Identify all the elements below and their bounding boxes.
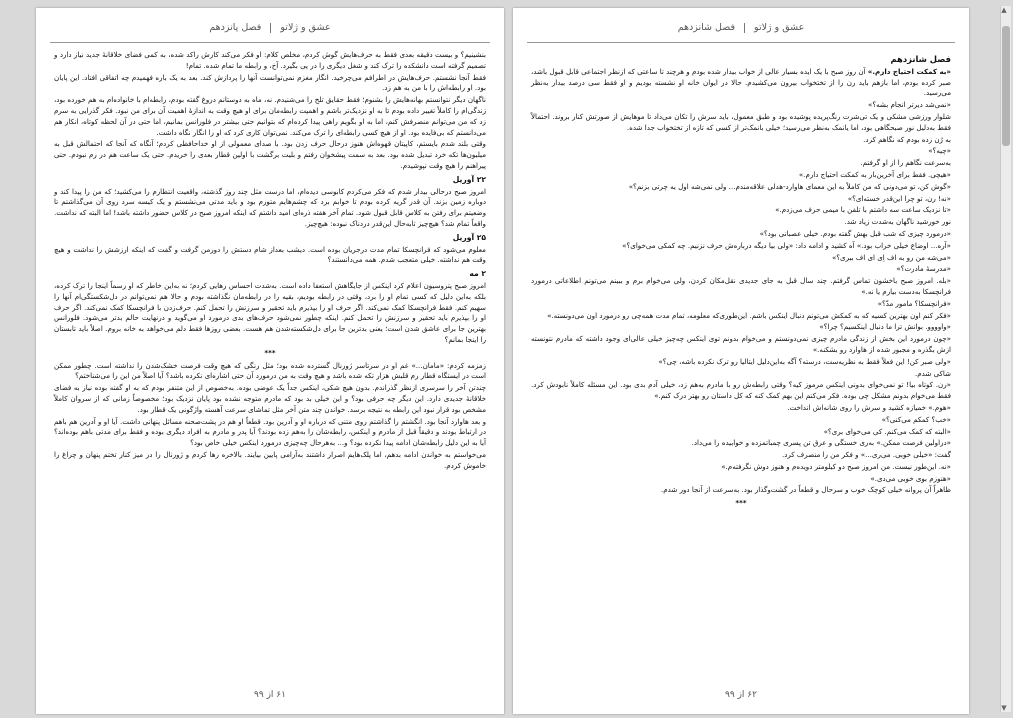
- dialogue-line: «نمی‌شد دیرتر انجام بشه؟»: [868, 100, 951, 110]
- header-chapter-title: فصل پانزدهم: [209, 22, 262, 33]
- dialogue-line: «دراولین فرصت ممکن.» به‌ری خستگی و عرق تن پسری چمباتمزده و خوابیده را می‌داد.: [691, 438, 951, 448]
- paragraph: و بعد هاوارد آنجا بود. انگشتم را گذاشتم روی متنی که درباره او و آدرین بود. قطعاً او هم در پشت‌صحنه مسائل پنهانی داشت. آیا او و آدرین هم باهم در ارتباط بودند و دقیقاً قبل از مادرم و اینکس، رابطه‌شان را به‌هم زده بودند؟ آیا پدر و مادرم به افراد دیگری بوده و فقط برای مدتی باهم بوده‌اند؟ آیا به این دلیل رابطه‌شان ادامه پیدا نکرده بود؟ و... به‌هرحال چه‌چیزی درمورد اینکس خیلی خاص بود؟: [54, 416, 486, 448]
- date-heading: ۲۲ آوریل: [452, 174, 486, 184]
- lead-bold: «به کمکت احتیاج دارم.»: [867, 66, 951, 76]
- header-chapter-title: فصل شانزدهم: [677, 22, 735, 33]
- dialogue-line: به‌سرعت نگاهم را از او گرفتم.: [860, 158, 951, 168]
- dialogue-line: «چون درمورد این بخش از زندگی مادرم چیزی نمی‌دونستم و می‌خوام بدونم توی اینکس چه‌چیز خیلی عالی‌ای وجود داشته که مادرم نتونسته ازش بگذره و مجبور شده از هاوارد رو بشکنه.»: [531, 334, 951, 354]
- dialogue-line: «درمورد چیزی که شب قبل بهش گفته بودم. خیلی عصبانی بود؟»: [759, 228, 951, 238]
- header-rule: [527, 42, 955, 43]
- dialogue-line: نور خورشید ناگهان به‌شدت زیاد شد.: [844, 217, 951, 227]
- lead-paragraph: [531, 67, 951, 99]
- dialogue-line: «نه! رن، تو چرا این‌قدر خسته‌ای؟»: [847, 193, 951, 203]
- paragraph: امروز صبح درحالی بیدار شدم که فکر می‌کردم کابوسی دیده‌ام، اما درست مثل چند روز گذشته، واقعیت انتظارم را می‌کشید؛ که من را پیدا کند و دوباره زمین بزند. آن قدر گریه کرده بودم تا خوابم برد که چشم‌هایم متورم بود و باید مدتی می‌نشستم و یک کیسه سرد روی آن می‌گذاشتم تا وضعیتم برای رفتن به کلاس قابل قبول شود. تمام آخر هفته ذره‌ای امید داشتم که اینکه امروز صبح در کلاس حضور داشته باشد! اما البته که نداشت. واقعاً تمام شد؟ هیچ‌چیز تابه‌حال این‌قدر دردناک نبوده: هیچ‌چیز.: [54, 186, 486, 228]
- paragraph: امروز صبح پتروسیون اعلام کرد اینکس از جایگاهش استعفا داده است. به‌شدت احساس رهایی کردم؛ نه به‌این خاطر که او رسماً اینجا را ترک کرده، بلکه به‌این دلیل که کسی تمام او را برد، وقتی در رابطه بودیم، بقیه را در رابطه‌مان نگذاشته بودم و حالا هم نمی‌توانم در دل‌شکستگی‌ام آنها را سهیم کنم. فقط فرانچسکا کمک نمی‌کند. اگر حرف او را بپذیرم باید تحقیر و سرزنش را تحمل کنم. حرف‌زدن با فرانچسکا کمک نمی‌کند. اگر حرف او را بپذیرم باید تحقیر و سرزنش را تحمل کنم. اینکه چطور نمی‌شود حرف‌های بدی درمورد او می‌گوید و درنهایت حالم بدتر می‌شود. فلورانس بهترین جا برای عاشق شدن است؛ یعنی بدترین جا برای دل‌شکسته‌شدن هم هست. بعضی روزها فقط دلم می‌خواهد به خانه بروم. اصلاً باید تابستان را اینجا بمانم؟: [54, 280, 486, 344]
- header-book-title: عشق و ژلاتو: [280, 22, 331, 33]
- section-break: ***: [735, 498, 747, 508]
- dialogue-line: «هیچی. فقط برای آخرین‌بار به کمکت احتیاج دارم.»: [798, 169, 951, 179]
- dialogue-line: شاکی شدم.: [915, 368, 951, 378]
- header-rule: [50, 42, 490, 43]
- header-separator: [744, 23, 745, 33]
- dialogue-line: «تا نزدیک ساعت سه داشتم با تلفن با میمی حرف می‌زدم.»: [775, 205, 951, 215]
- page-header: [513, 22, 969, 33]
- lead-text: آن روز صبح با یک ایده بسیار عالی از خواب بیدار شده بودم و هرچند تا ساعتی که ازنظر اجتماعی قابل قبول باشد، صبر کرده بودم، اما بازهم باید رن را از تختخواب بیرون می‌کشیدم. حالا در ایوان خانه او نشسته بودیم و او فقط سی درصد بیدار به‌نظر می‌رسید.: [531, 66, 951, 98]
- chapter-title: فصل شانزدهم: [890, 54, 951, 64]
- paragraph: زمزمه کردم: «مامان...» غم او در سرتاسر ژورنال گسترده شده بود؛ مثل رنگی که هیچ وقت فرصت خشک‌شدن را نداشته است. چطور ممکن است در ایستگاه قطار رم قلبش هزار تکه شده باشد و هیچ وقت به من درمورد آن حتی اشاره‌ای نکرده باشد؟ آیا اصلاً من این را می‌شناختم؟: [54, 360, 486, 381]
- scroll-up-icon[interactable]: ▲: [1001, 6, 1007, 14]
- document-page-left: [36, 8, 504, 714]
- paragraph: می‌خواستم به خواندن ادامه بدهم، اما پلک‌هایم اصرار داشتند به‌آرامی پایین بیایند. بالاخره رها کردم و ژورنال را در میز کنار تختم پنهان و چراغ را خاموش کردم.: [54, 449, 486, 470]
- page-body: [54, 50, 486, 674]
- date-heading: ۲ مه: [469, 269, 486, 279]
- dialogue-line: شلوار ورزشی مشکی و یک تی‌شرت رنگ‌پریده پوشیده بود و طبق معمول، باید سرش را تکان می‌داد تا موهایش از صورتش کنار بروند. احتمالاً فقط به‌دلیل نور صبحگاهی بود، اما یانمک به‌نظر می‌رسید؛ خیلی بانمک‌تر از کسی که تازه از تختخواب جدا شده.: [531, 111, 951, 132]
- vertical-scrollbar[interactable]: [1000, 6, 1011, 712]
- dialogue-line: «واوووو. بوانش ترا ما دنبال اینکسیم؟ چرا؟»: [819, 322, 951, 332]
- dialogue-line: «خب؟ کمکم می‌کنی؟»: [881, 414, 951, 424]
- dialogue-line: «البته که کمک می‌کنم. کی می‌خوای بری؟»: [823, 426, 951, 436]
- document-page-right: [513, 8, 969, 714]
- paragraph: وقتی بلند شدم بایستم، کاپیتان قهوه‌اش هنوز درحال حرف زدن بود. با صدای معمولی از او خداحافظی کردم؛ آنگاه که آنجا که احتمالش قبل به میلیون‌ها تکه خرد تبدیل شده بود. بعد به سمت پیشخوان رفتم و بلیت برگشت با اولین قطار بعدی را خریدم. حتی یک ساعت هم در رم نبودم. حتی پیراهنم را هیچ وقت نپوشیدم.: [54, 139, 486, 170]
- scroll-down-icon[interactable]: ▼: [1001, 704, 1007, 712]
- dialogue-line: «می‌شه من رو به اف اِی ای اف ببری؟»: [831, 252, 951, 262]
- dialogue-line: «فکر کنم اون بهترین کسیه که به کمکش می‌تونم دنبال اینکس باشم. این‌طوری‌که معلومه، تمام مدت همه‌چی رو درمورد اون می‌دونسته.»: [547, 310, 951, 320]
- dialogue-line: «هنوزم بوی خوبی می‌دی.»: [870, 473, 951, 483]
- dialogue-line: «چیه؟»: [928, 146, 951, 156]
- paragraph: ناگهان دیگر نتوانستم بهانه‌هایش را بشنوم؛ فقط حقایق تلخ را می‌شنیدم. نه، ماه به دوستانم دروغ گفته بودم، رابطه‌ام با خانواده‌ام به هم خورده بود، زندگی‌ام را کاملاً تغییر داده بودم تا به او نزدیک‌تر باشم و اهمیت رابطه‌مان برای او هیچ وقت به اندازهٔ اهمیت آن برای من نبود. فکر گذرایی به سرم زد که من می‌توانم منصرفش کنم، اما به او بگویم راهی پیدا کرده‌ام که بتوانیم حتی بیشتر در فلورانس بمانیم، اما حتی در آن لحظه کوتاه، انکار هم می‌دانستم که بی‌فایده بود. او از هیچ کسی رابطه‌ای را ترک می‌کند. نمی‌توان کاری کرد که او را انگار نگاه داشت.: [54, 95, 486, 137]
- scrollbar-thumb[interactable]: [1002, 26, 1010, 146]
- dialogue-line: «نه. این‌طور نیست. من امروز صبح دو کیلومتر دویده‌م و هنوز دوش نگرفته‌م.»: [721, 461, 951, 471]
- dialogue-line: «آره... اوضاع خیلی خراب بود.» آه کشید و ادامه داد: «ولی بیا دیگه درباره‌ش حرف نزنیم. چه کمکی می‌خوای؟»: [622, 240, 951, 250]
- dialogue-line: گفت: «خیلی خوبی. می‌ری...» و فکر من را منصرف کرد.: [781, 450, 951, 460]
- dialogue-line: «هوم.» خمیازه کشید و سرش را روی شانه‌اش انداخت.: [787, 402, 951, 412]
- dialogue-line: «رن. کوتاه بیا! تو نمی‌خوای بدونی اینکس مرموز کیه؟ وقتی رابطه‌ش رو با مادرم به‌هم زد، خیلی آدم بدی بود. این مسئله کاملاً نابودش کرد. فقط می‌خوام بدونم مشکل چی بوده. فکر می‌کنم این بهم کمک کنه که کل داستان رو بهتر درک کنم.»: [531, 380, 951, 401]
- header-separator: [270, 23, 271, 33]
- date-heading: ۲۵ آوریل: [452, 232, 486, 242]
- paragraph: بنشینیم؟ و بیست دقیقه بعدی فقط به حرف‌هایش گوش کردم، مخلص کلام: او فکر می‌کند کارش راکد شده، به کمی فضای خلاقانهٔ جدید نیاز دارد و تصمیم گرفته است دانشکده را ترک کند و شغل دیگری را در پی بگیرد. آخ، و رابطه ما تمام شده. تمام!: [54, 50, 486, 70]
- dialogue-line: «ولی صبر کن! این فعلاً فقط به نظریه‌ست، درسته؟ آگه به‌این‌دلیل ایتالیا رو ترک نکرده باشه، چی؟»: [658, 356, 951, 366]
- paragraph: چندتن آخر را سرسری ازنظر گذراندم. بدون هیچ شکی، اینکس جداً یک عوضی بوده. به‌خصوص از این متنفر بودم که به او گفته بوده نیاز به فضای خلاقانهٔ جدیدی دارد. این دیگر چه حرفی بود؟ و این خیلی بد بود که مادرم متوجه نشده بود پایان نزدیک بود؛ مخصوصاً زمانی که از سروان کاملاً مشخص بود قرار نبود این رابطه به نتیجه برسد. خواندن چند متن آخر مثل تماشای سرعت آهسته واژگونی یک قطار بود.: [54, 383, 486, 414]
- page-number: ۶۱ از ۹۹: [254, 690, 286, 700]
- dialogue-line: «مدرسهٔ مادرت؟»: [896, 264, 951, 274]
- dialogue-line: «گوش کن، تو می‌دونی که من کاملاً به این معمای هاوارد-هدلی علاقه‌مندم... ولی نمی‌شه اول یه چرتی بزنم؟»: [628, 181, 951, 191]
- dialogue-line: ظاهراً آن پروانه خیلی کوچک خوب و سرحال و قطعاً در گشت‌وگذار بود. به‌سرعت از آنجا دور شدم.: [661, 485, 951, 495]
- page-body: [531, 50, 951, 674]
- dialogue-line: «فرانچسکا؟ مامور مدّ؟»: [877, 298, 951, 308]
- paragraph: معلوم می‌شود که فرانچسکا تمام مدت درجریان بوده است. دیشب بعداز شام دستش را دورمن گرفت و گفت که اینکه ارزشش را نداشت و هیچ وقت هم نداشته. خیلی متعجب شدم. همه می‌دانستند؟: [54, 244, 486, 265]
- page-header: [36, 22, 504, 33]
- paragraph: فقط آنجا نشستم. حرف‌هایش در اطرافم می‌چرخید. انگار مغزم نمی‌توانست آنها را پردازش کند. بعد به یک باره فهمیدم چه اتفاقی افتاد. این پایان بود. او رابطه‌اش را با من به هم زد.: [54, 72, 486, 93]
- dialogue-line: به رُن زده بودم که نگاهم کرد.: [863, 134, 951, 144]
- dialogue-line: «بله. امروز صبح باخشون تماس گرفتم. چند سال قبل به جای جدیدی نقل‌مکان کردن، ولی می‌خوام برم و ببینم می‌تونم اطلاعاتی درمورد فرانچسکا به‌دست بیارم یا نه.»: [531, 276, 951, 296]
- header-book-title: عشق و ژلاتو: [754, 22, 805, 33]
- page-number: ۶۲ از ۹۹: [725, 690, 757, 700]
- section-break: ***: [264, 347, 276, 357]
